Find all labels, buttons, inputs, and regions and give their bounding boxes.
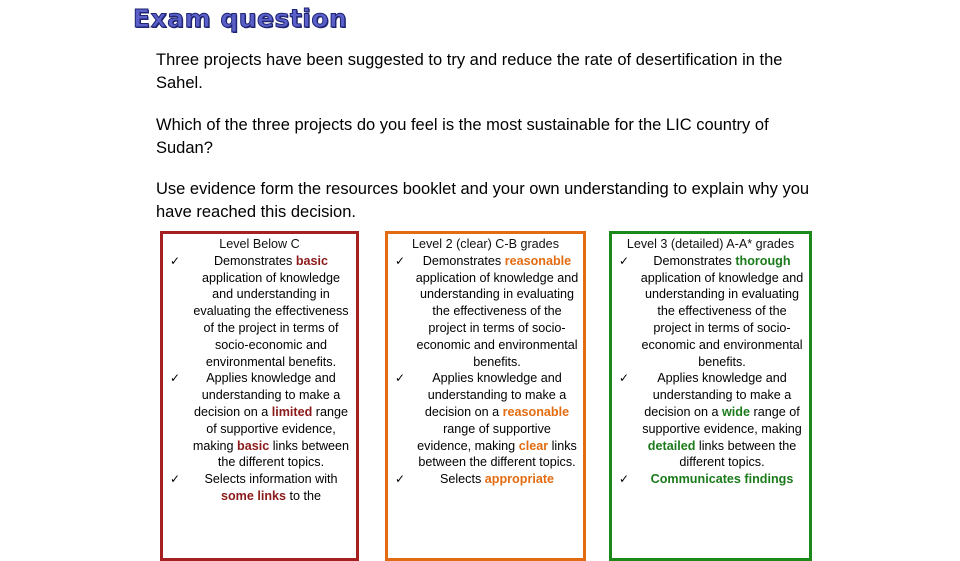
criterion-text: application of knowledge and understanding in evaluating the effectiveness of the project in terms of socio-economic and environmental benefits. [640,270,804,369]
criterion-text: application of knowledge and understanding in evaluating the effectiveness of the project in terms of socio-economic and environmental benefits. [193,270,349,369]
check-icon: ✓ [169,472,181,487]
check-icon: ✓ [394,253,406,268]
criteria-list [163,253,356,505]
criteria-list [612,253,809,488]
level-below-c-box [160,231,359,561]
criterion-text: range of supportive evidence, making [192,404,349,453]
level-heading: Level 2 (clear) C-B grades [412,237,559,251]
criterion-text: Applies knowledge and understanding to make a decision on a [644,371,792,419]
criteria-list [388,253,583,488]
criterion-item [388,471,583,488]
criterion-text: links between the different topics. [217,438,350,470]
highlight-text: basic [237,438,270,453]
criterion-text: Applies knowledge and understanding to make a decision on a [424,371,567,419]
criterion-text: Demonstrates [422,253,505,268]
highlight-text: wide [722,404,750,419]
check-icon: ✓ [618,371,630,386]
criterion-text: Demonstrates [213,253,296,268]
level-heading: Level Below C [219,237,300,251]
criterion-text: range of supportive evidence, making [642,404,802,436]
criterion-item [163,471,356,505]
criterion-text: range of supportive evidence, making [417,421,551,453]
highlight-text: detailed [647,438,696,453]
check-icon: ✓ [394,371,406,386]
highlight-text: reasonable [502,404,570,419]
highlight-text: Communicates findings [650,472,794,487]
criterion-text: application of knowledge and understanding in evaluating the effectiveness of the project in terms of socio-economic and environmental benefits. [415,270,579,369]
highlight-text: reasonable [504,253,572,268]
level-3-box [609,231,812,561]
criterion-item [612,370,809,471]
check-icon: ✓ [394,472,406,487]
question-paragraph-2: Which of the three projects do you feel is the most sustainable for the LIC country of Sudan? [156,116,769,157]
highlight-text: some links [220,488,287,503]
criterion-item [163,370,356,471]
criterion-text: Selects [439,472,485,487]
criterion-text: Selects information with [204,472,338,487]
level-2-box [385,231,586,561]
check-icon: ✓ [169,253,181,268]
criterion-item [612,253,809,371]
check-icon: ✓ [169,371,181,386]
criterion-item [163,253,356,371]
level-heading: Level 3 (detailed) A-A* grades [626,237,795,251]
criterion-text: links between the different topics. [418,438,577,470]
highlight-text: clear [518,438,549,453]
highlight-text: limited [271,404,313,419]
criterion-item [612,471,809,488]
page-title: Exam question [133,4,348,33]
check-icon: ✓ [618,253,630,268]
highlight-text: appropriate [484,472,555,487]
criterion-item [388,370,583,471]
criterion-text: Applies knowledge and understanding to make a decision on a [193,371,341,419]
question-paragraph-1: Three projects have been suggested to try and reduce the rate of desertification in the Sahel. [156,51,783,92]
highlight-text: thorough [735,253,791,268]
criterion-text: links between the different topics. [679,438,797,470]
criterion-text: to the [286,488,322,503]
highlight-text: basic [295,253,329,268]
question-paragraph-3: Use evidence form the resources booklet and your own understanding to explain why you have reached this decision. [156,180,810,221]
check-icon: ✓ [618,472,630,487]
criterion-text: Demonstrates [653,253,736,268]
criterion-item [388,253,583,371]
